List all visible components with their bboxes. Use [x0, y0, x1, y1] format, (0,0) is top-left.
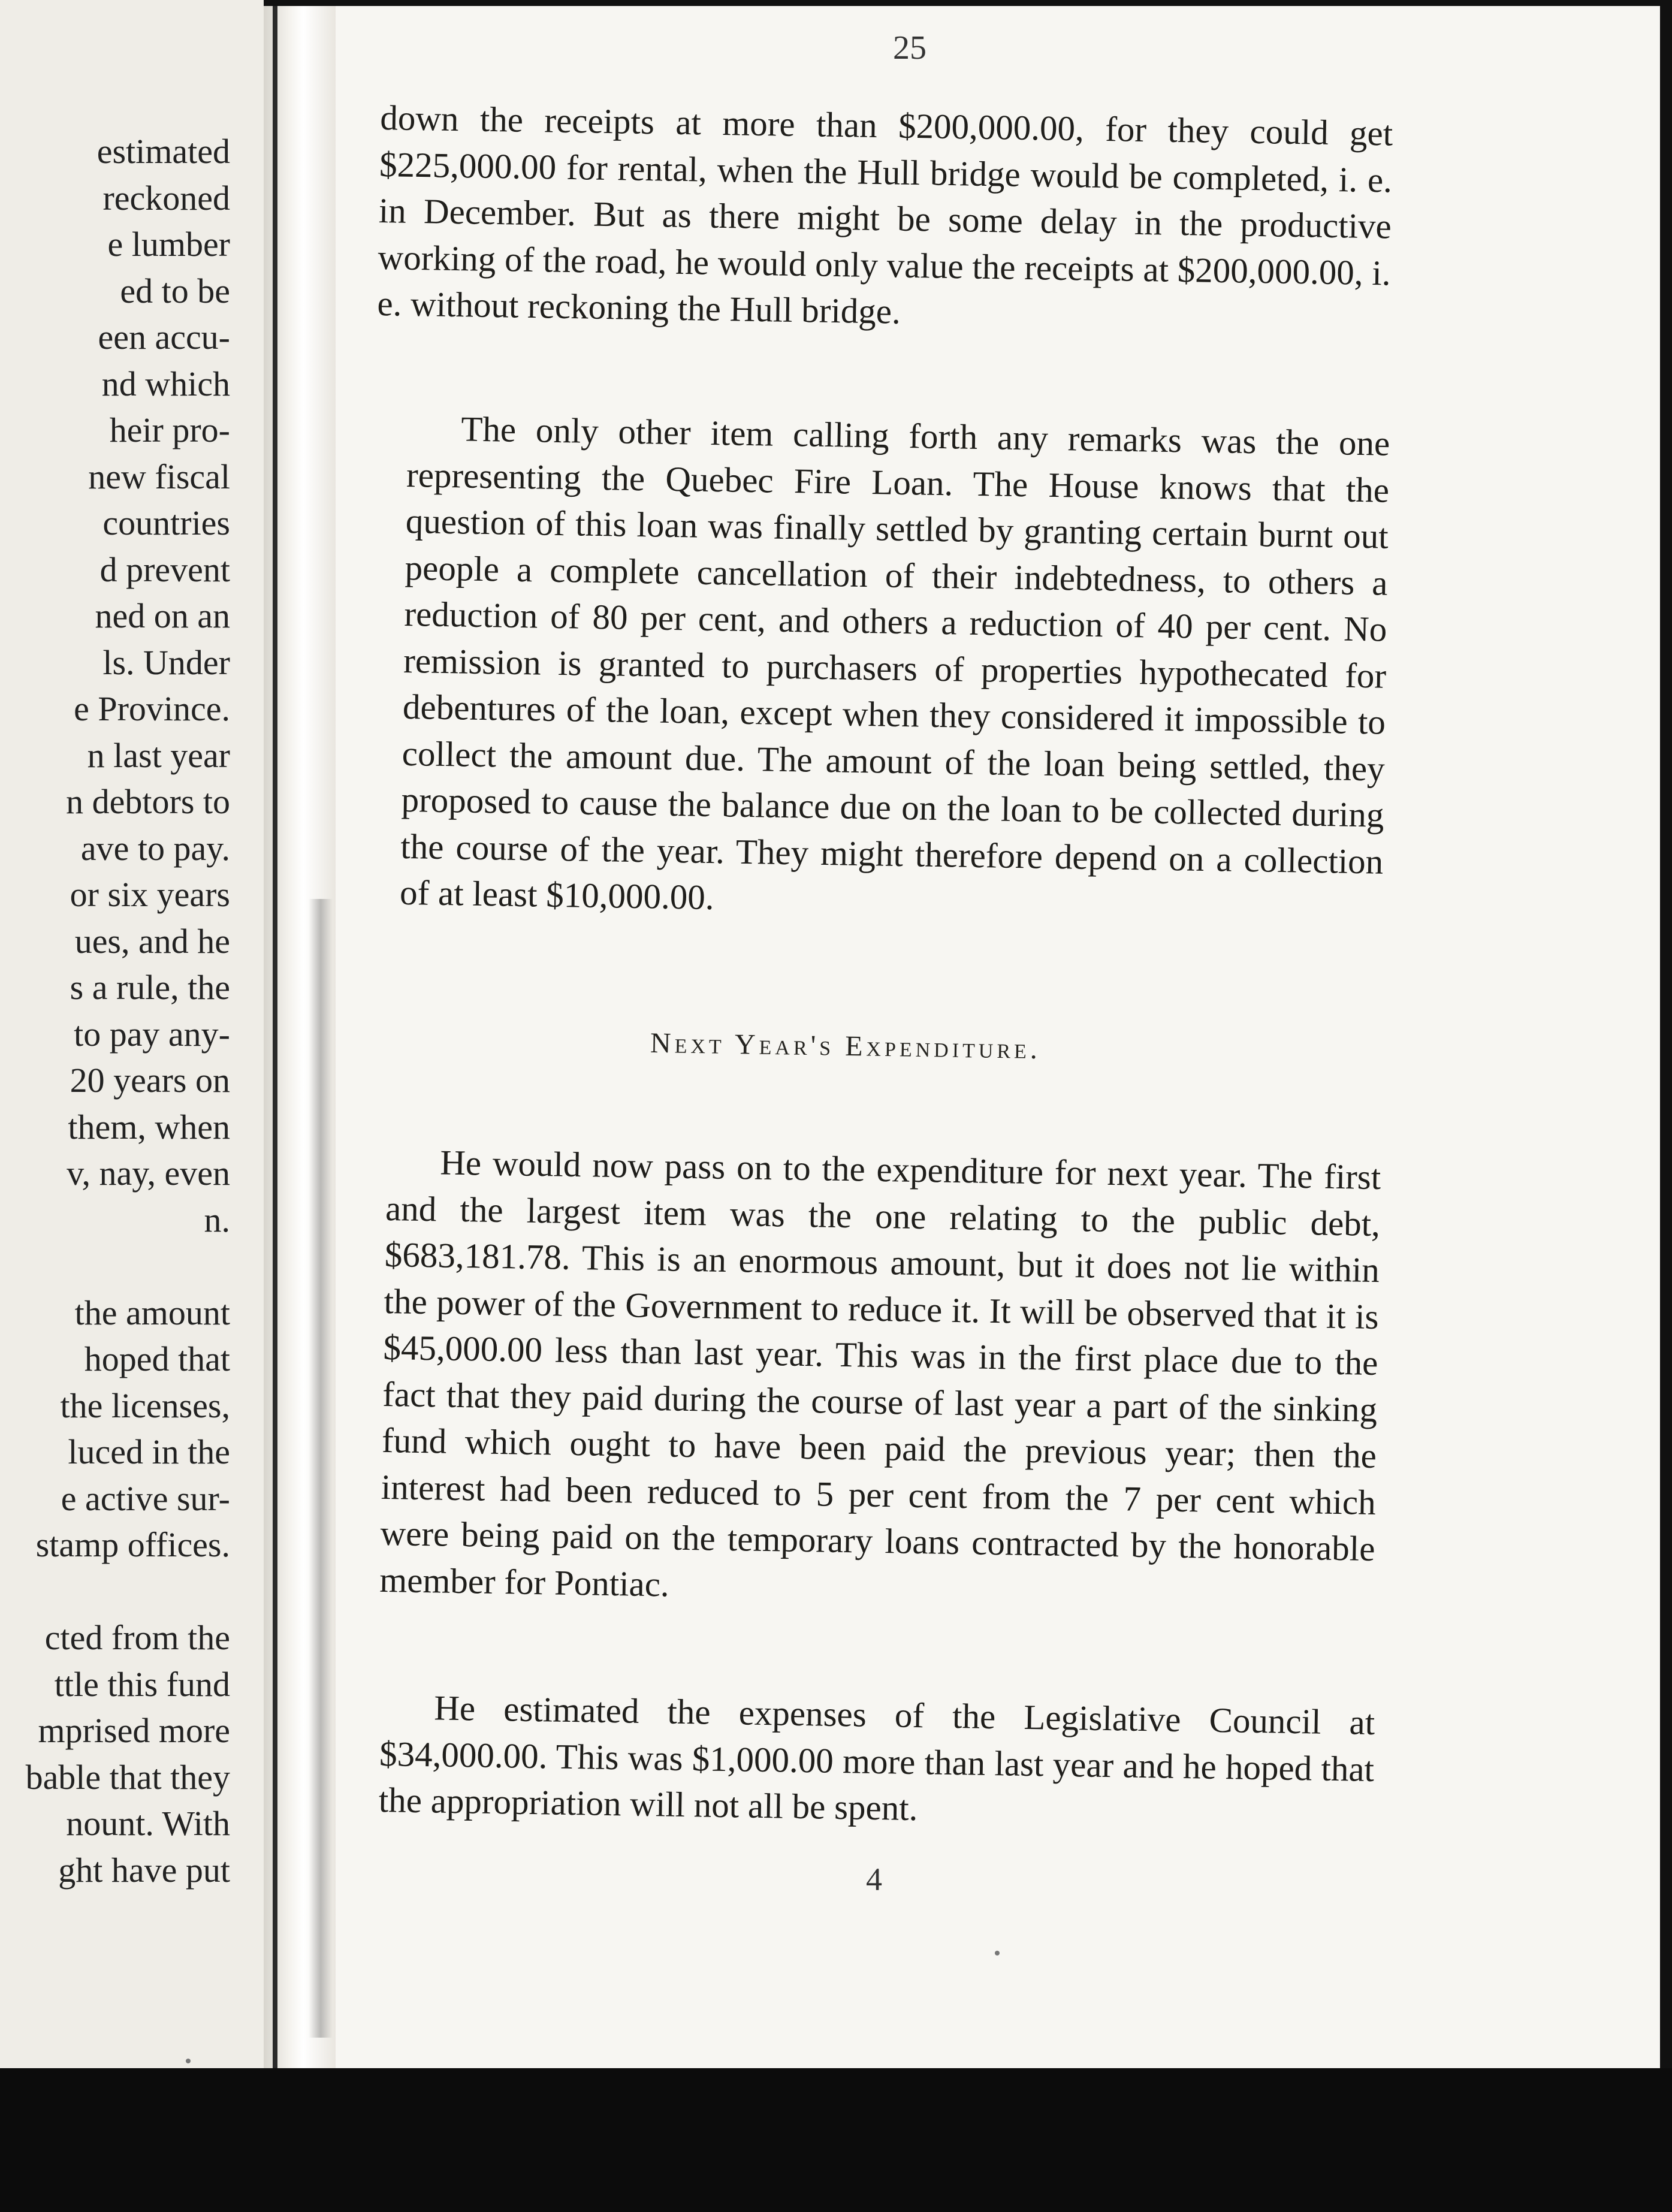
- left-page-line: ttle this fund: [54, 1664, 230, 1704]
- left-page-line: ave to pay.: [80, 828, 230, 868]
- left-page-line: heir pro-: [109, 411, 230, 449]
- scan-border: [0, 2068, 1672, 2212]
- left-page-line: the amount: [74, 1293, 230, 1332]
- gutter-shadow: [309, 899, 333, 2038]
- left-page-line: bable that they: [25, 1757, 230, 1797]
- left-page-line: n last year: [87, 735, 230, 775]
- paragraph-4: [378, 1684, 1375, 1839]
- left-page-line: them, when: [68, 1107, 230, 1146]
- paragraph-text: He estimated the expenses of the Legislative Council at $34,000.00. This was $1,000.00 more than last year and he hoped that the appropriation will not all be spent.: [378, 1688, 1375, 1828]
- gutter-line: [273, 0, 277, 2074]
- left-page-line: 20 years on: [70, 1061, 230, 1100]
- left-page-line: n.: [204, 1200, 230, 1239]
- left-page: [0, 0, 264, 2068]
- left-page-line: een accu-: [98, 318, 230, 357]
- left-page-line: ght have put: [58, 1850, 230, 1890]
- paragraph-text: He would now pass on to the expenditure for next year. The first and the largest item was the one relating to the public debt, $683,181.78. This is an enormous amount, but it does not lie within the power of the Government to reduce it. It will be observed that it is $45,000.00 less than last year. This was in the first place due to the fact that they paid during the course of last year a part of the sinking fund which ought to have been paid the previous year; then the interest had been reduced to 5 per cent from the 7 per cent which were being paid on the temporary loans contracted by the honorable member for Pontiac.: [379, 1142, 1381, 1604]
- left-page-line: e lumber: [107, 225, 230, 264]
- left-page-line: mprised more: [38, 1711, 230, 1750]
- left-page-line: [26, 1568, 230, 1615]
- paragraph-1: [377, 95, 1393, 343]
- paragraph-3: [379, 1139, 1381, 1619]
- left-page-line: d prevent: [99, 550, 230, 589]
- page-number: 25: [893, 29, 926, 67]
- left-page-line: ls. Under: [102, 642, 230, 682]
- left-page-line: countries: [102, 503, 230, 542]
- left-page-line: nount. With: [66, 1804, 230, 1843]
- left-page-line: v, nay, even: [67, 1154, 230, 1193]
- left-page-line: luced in the: [68, 1432, 230, 1471]
- paragraph-text: down the receipts at more than $200,000.00, for they could get $225,000.00 for rental, when the Hull bridge would be completed, i. e. in December. But as there might be some delay in the productive working of the road, he would only value the receipts at $200,000.00, i. e. without reckoning the Hull bridge.: [377, 97, 1393, 331]
- left-page-line: [26, 1243, 230, 1290]
- left-page-line: ed to be: [120, 271, 230, 310]
- paper-speck: [186, 2059, 191, 2063]
- left-page-line: cted from the: [44, 1618, 230, 1657]
- left-page-line: e active sur-: [61, 1478, 230, 1518]
- signature-number: 4: [866, 1861, 882, 1897]
- left-page-text: [26, 128, 230, 1893]
- left-page-line: reckoned: [102, 178, 230, 218]
- left-page-line: the licenses,: [60, 1386, 230, 1425]
- left-page-line: s a rule, the: [70, 968, 230, 1007]
- left-page-line: or six years: [70, 875, 230, 914]
- left-page-line: estimated: [96, 132, 230, 171]
- left-page-line: n debtors to: [66, 782, 230, 821]
- paragraph-text: The only other item calling forth any remarks was the one representing the Quebec Fire Loan. The House knows that the question of this loan was finally settled by granting certain burnt out people a complete cancellation of their indebtedness, to others a reduction of 80 per cent, and others a reduction of 40 per cent. No remission is granted to purchasers of properties hypothecated for debentures of the loan, except when they considered it impossible to collect the amount due. The amount of the loan being settled, they proposed to cause the balance due on the loan to be collected during the course of the year. They might therefore depend on a collection of at least $10,000.00.: [399, 409, 1390, 918]
- left-page-line: to pay any-: [74, 1014, 230, 1054]
- section-heading: Next Year's Expenditure.: [650, 1027, 1042, 1066]
- left-page-line: hoped that: [84, 1339, 230, 1378]
- paper-speck: [995, 1951, 1000, 1956]
- paragraph-2: [400, 405, 1390, 931]
- left-page-line: e Province.: [74, 689, 230, 728]
- left-page-line: ues, and he: [74, 921, 230, 961]
- left-page-line: stamp offices.: [35, 1525, 230, 1564]
- right-edge: [1660, 0, 1672, 2133]
- left-page-line: ned on an: [95, 596, 230, 635]
- left-page-line: new fiscal: [88, 457, 230, 496]
- left-page-line: nd which: [101, 364, 230, 403]
- top-edge: [264, 0, 1672, 6]
